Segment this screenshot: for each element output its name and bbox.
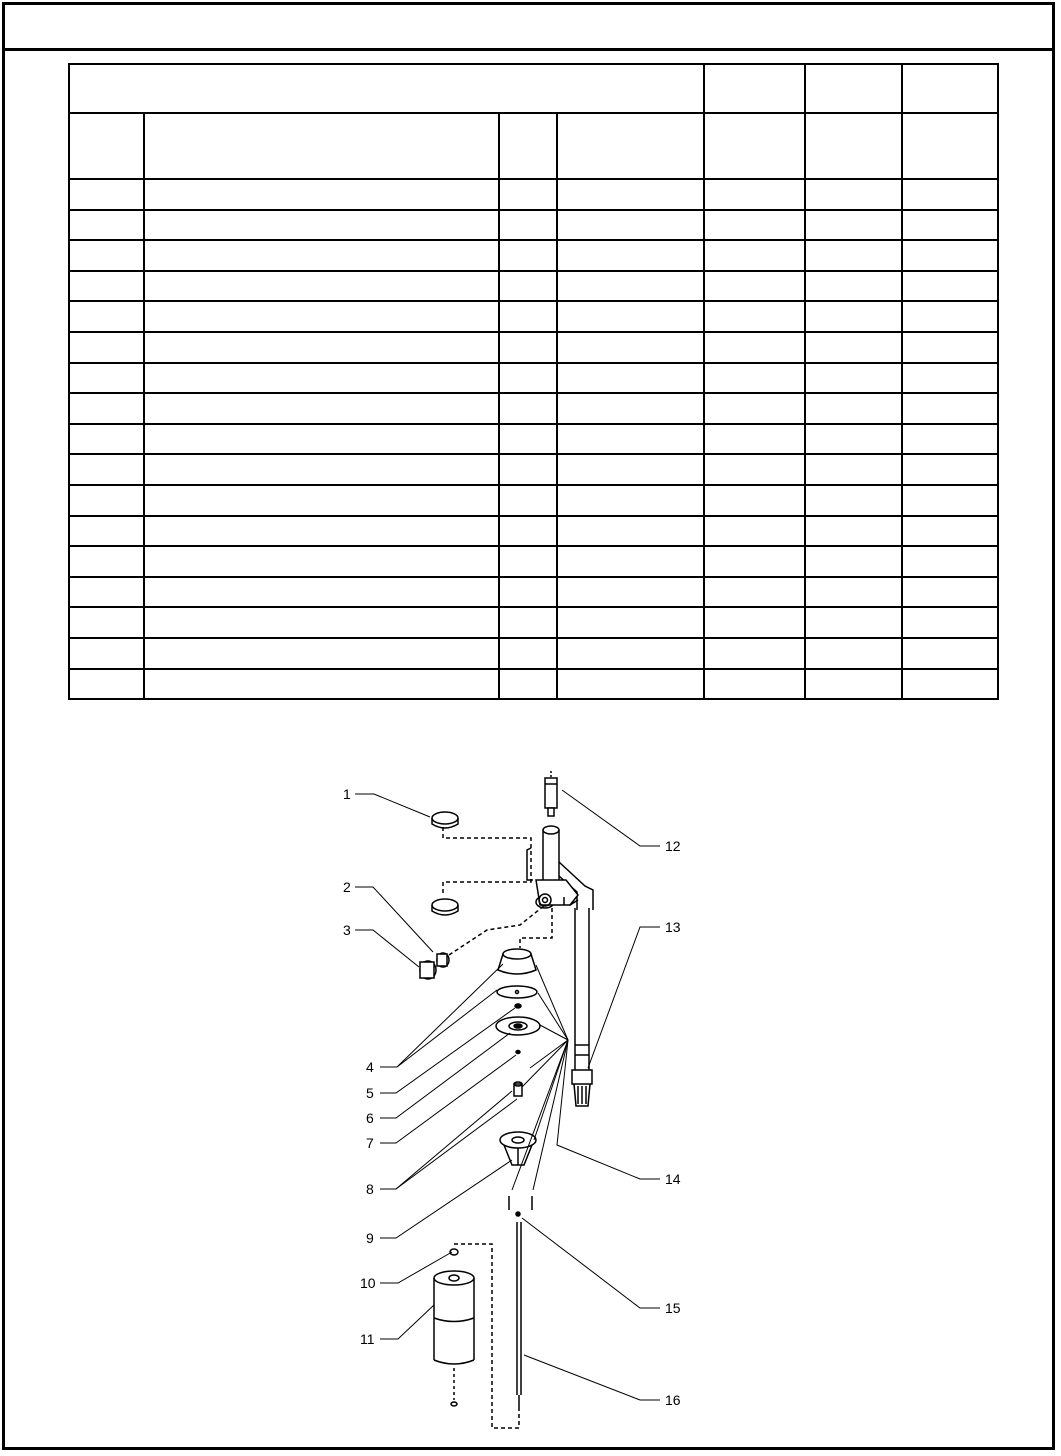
table-cell: [704, 638, 805, 669]
column-header: [69, 113, 144, 179]
assembly-drawing: [420, 771, 593, 1428]
table-row: [69, 393, 998, 424]
table-cell: [805, 301, 902, 332]
table-title-cell: [704, 64, 805, 113]
table-cell: [805, 516, 902, 547]
table-row: [69, 424, 998, 455]
table-cell: [704, 516, 805, 547]
leader-lines: [355, 790, 660, 1400]
table-cell: [499, 516, 557, 547]
table-cell: [144, 424, 499, 455]
table-cell: [144, 577, 499, 608]
table-cell: [69, 210, 144, 241]
table-cell: [499, 332, 557, 363]
table-cell: [704, 669, 805, 700]
part-5-6-discs: [496, 1004, 540, 1054]
table-cell: [805, 485, 902, 516]
table-cell: [69, 546, 144, 577]
part-7-8-fittings: [514, 1082, 522, 1096]
table-cell: [902, 424, 998, 455]
callout-12: 12: [665, 838, 681, 854]
table-cell: [144, 607, 499, 638]
table-cell: [144, 332, 499, 363]
table-cell: [805, 638, 902, 669]
table-row: [69, 332, 998, 363]
table-cell: [69, 424, 144, 455]
table-cell: [144, 454, 499, 485]
table-cell: [805, 546, 902, 577]
callout-11: 11: [360, 1331, 375, 1347]
table-row: [69, 638, 998, 669]
table-body: [69, 179, 998, 699]
parts-table: [68, 63, 999, 700]
column-header: [557, 113, 704, 179]
table-cell: [902, 301, 998, 332]
table-cell: [557, 301, 704, 332]
table-cell: [69, 271, 144, 302]
table-cell: [805, 271, 902, 302]
table-cell: [69, 669, 144, 700]
table-cell: [69, 485, 144, 516]
table-cell: [499, 393, 557, 424]
part-16-rod: [517, 1222, 521, 1410]
table-cell: [805, 454, 902, 485]
callout-2: 2: [343, 879, 351, 895]
table-cell: [557, 607, 704, 638]
table-cell: [144, 210, 499, 241]
table-row: [69, 271, 998, 302]
table-cell: [902, 240, 998, 271]
table-cell: [499, 454, 557, 485]
part-4-cone-disc: [497, 949, 537, 998]
table-cell: [69, 577, 144, 608]
table-row: [69, 546, 998, 577]
tee-body: [527, 826, 593, 910]
table-cell: [557, 516, 704, 547]
callout-1: 1: [343, 786, 351, 802]
table-cell: [557, 424, 704, 455]
table-cell: [499, 179, 557, 210]
callout-14: 14: [665, 1171, 681, 1187]
callout-8: 8: [366, 1181, 374, 1197]
table-cell: [499, 424, 557, 455]
table-cell: [704, 179, 805, 210]
table-cell: [805, 210, 902, 241]
table-row: [69, 179, 998, 210]
table-cell: [557, 393, 704, 424]
table-row: [69, 669, 998, 700]
part-13-downtube: [572, 908, 592, 1106]
table-cell: [557, 240, 704, 271]
table-cell: [704, 546, 805, 577]
table-cell: [805, 393, 902, 424]
table-row: [69, 363, 998, 394]
table-cell: [805, 607, 902, 638]
table-cell: [144, 516, 499, 547]
table-row: [69, 485, 998, 516]
table-cell: [69, 332, 144, 363]
callout-7: 7: [366, 1135, 374, 1151]
part-12-rod: [545, 771, 557, 816]
callout-15: 15: [665, 1300, 681, 1316]
table-cell: [499, 669, 557, 700]
table-cell: [902, 546, 998, 577]
table-cell: [499, 240, 557, 271]
table-cell: [557, 485, 704, 516]
table-cell: [69, 516, 144, 547]
table-row: [69, 210, 998, 241]
table-cell: [499, 607, 557, 638]
table-cell: [144, 485, 499, 516]
table-row: [69, 577, 998, 608]
table-cell: [557, 454, 704, 485]
table-cell: [902, 577, 998, 608]
table-cell: [557, 363, 704, 394]
table-cell: [69, 363, 144, 394]
table-cell: [499, 210, 557, 241]
table-cell: [144, 301, 499, 332]
table-cell: [499, 301, 557, 332]
table-cell: [69, 240, 144, 271]
callout-3: 3: [343, 922, 351, 938]
table-cell: [902, 179, 998, 210]
table-title-cell: [902, 64, 998, 113]
table-cell: [704, 301, 805, 332]
table-cell: [557, 577, 704, 608]
table-cell: [557, 271, 704, 302]
callout-5: 5: [366, 1085, 374, 1101]
column-header: [499, 113, 557, 179]
table-cell: [704, 485, 805, 516]
table-cell: [557, 332, 704, 363]
table-cell: [499, 485, 557, 516]
table-cell: [144, 179, 499, 210]
table-cell: [144, 393, 499, 424]
table-cell: [704, 424, 805, 455]
table-cell: [805, 577, 902, 608]
callout-9: 9: [366, 1230, 374, 1246]
table-cell: [69, 607, 144, 638]
exploded-parts-diagram: [0, 700, 1061, 1450]
table-cell: [902, 669, 998, 700]
table-cell: [704, 363, 805, 394]
table-cell: [557, 210, 704, 241]
table-title-cell: [805, 64, 902, 113]
callout-6: 6: [366, 1110, 374, 1126]
table-cell: [805, 179, 902, 210]
table-cell: [557, 546, 704, 577]
part-1-caps: [432, 812, 531, 915]
table-cell: [704, 210, 805, 241]
header-bar: [2, 2, 1055, 51]
table-title-cell: [69, 64, 704, 113]
table-row: [69, 607, 998, 638]
table-cell: [704, 393, 805, 424]
table-cell: [557, 179, 704, 210]
table-cell: [557, 669, 704, 700]
table-row: [69, 301, 998, 332]
callout-labels: [343, 786, 681, 1408]
table-cell: [902, 363, 998, 394]
table-cell: [69, 454, 144, 485]
callout-10: 10: [360, 1275, 376, 1291]
table-cell: [902, 516, 998, 547]
table-cell: [499, 638, 557, 669]
table-cell: [902, 332, 998, 363]
table-cell: [805, 424, 902, 455]
table-cell: [902, 485, 998, 516]
table-cell: [704, 454, 805, 485]
table-row: [69, 516, 998, 547]
table-cell: [144, 363, 499, 394]
table-cell: [902, 210, 998, 241]
table-title-row: [69, 64, 998, 113]
table-cell: [805, 332, 902, 363]
column-header: [902, 113, 998, 179]
table-header-row: [69, 113, 998, 179]
callout-13: 13: [665, 919, 681, 935]
table-cell: [69, 393, 144, 424]
callout-16: 16: [665, 1392, 681, 1408]
table-cell: [144, 669, 499, 700]
table-cell: [144, 546, 499, 577]
callout-4: 4: [366, 1059, 374, 1075]
table-cell: [144, 638, 499, 669]
table-cell: [69, 301, 144, 332]
table-cell: [557, 638, 704, 669]
table-cell: [704, 607, 805, 638]
table-cell: [902, 638, 998, 669]
column-header: [805, 113, 902, 179]
table-cell: [69, 638, 144, 669]
table-cell: [704, 240, 805, 271]
table-cell: [902, 454, 998, 485]
table-cell: [704, 332, 805, 363]
table-cell: [69, 179, 144, 210]
table-cell: [805, 240, 902, 271]
part-2-3-fittings: [420, 905, 545, 979]
table-cell: [704, 271, 805, 302]
table-cell: [144, 240, 499, 271]
table-cell: [902, 393, 998, 424]
table-cell: [805, 363, 902, 394]
table-cell: [144, 271, 499, 302]
table-cell: [902, 607, 998, 638]
table-cell: [499, 577, 557, 608]
table-cell: [902, 271, 998, 302]
column-header: [704, 113, 805, 179]
table-cell: [499, 363, 557, 394]
column-header: [144, 113, 499, 179]
table-cell: [499, 271, 557, 302]
part-10-11-float: [434, 1244, 519, 1428]
table-cell: [704, 577, 805, 608]
table-cell: [499, 546, 557, 577]
table-row: [69, 454, 998, 485]
table-row: [69, 240, 998, 271]
table-cell: [805, 669, 902, 700]
